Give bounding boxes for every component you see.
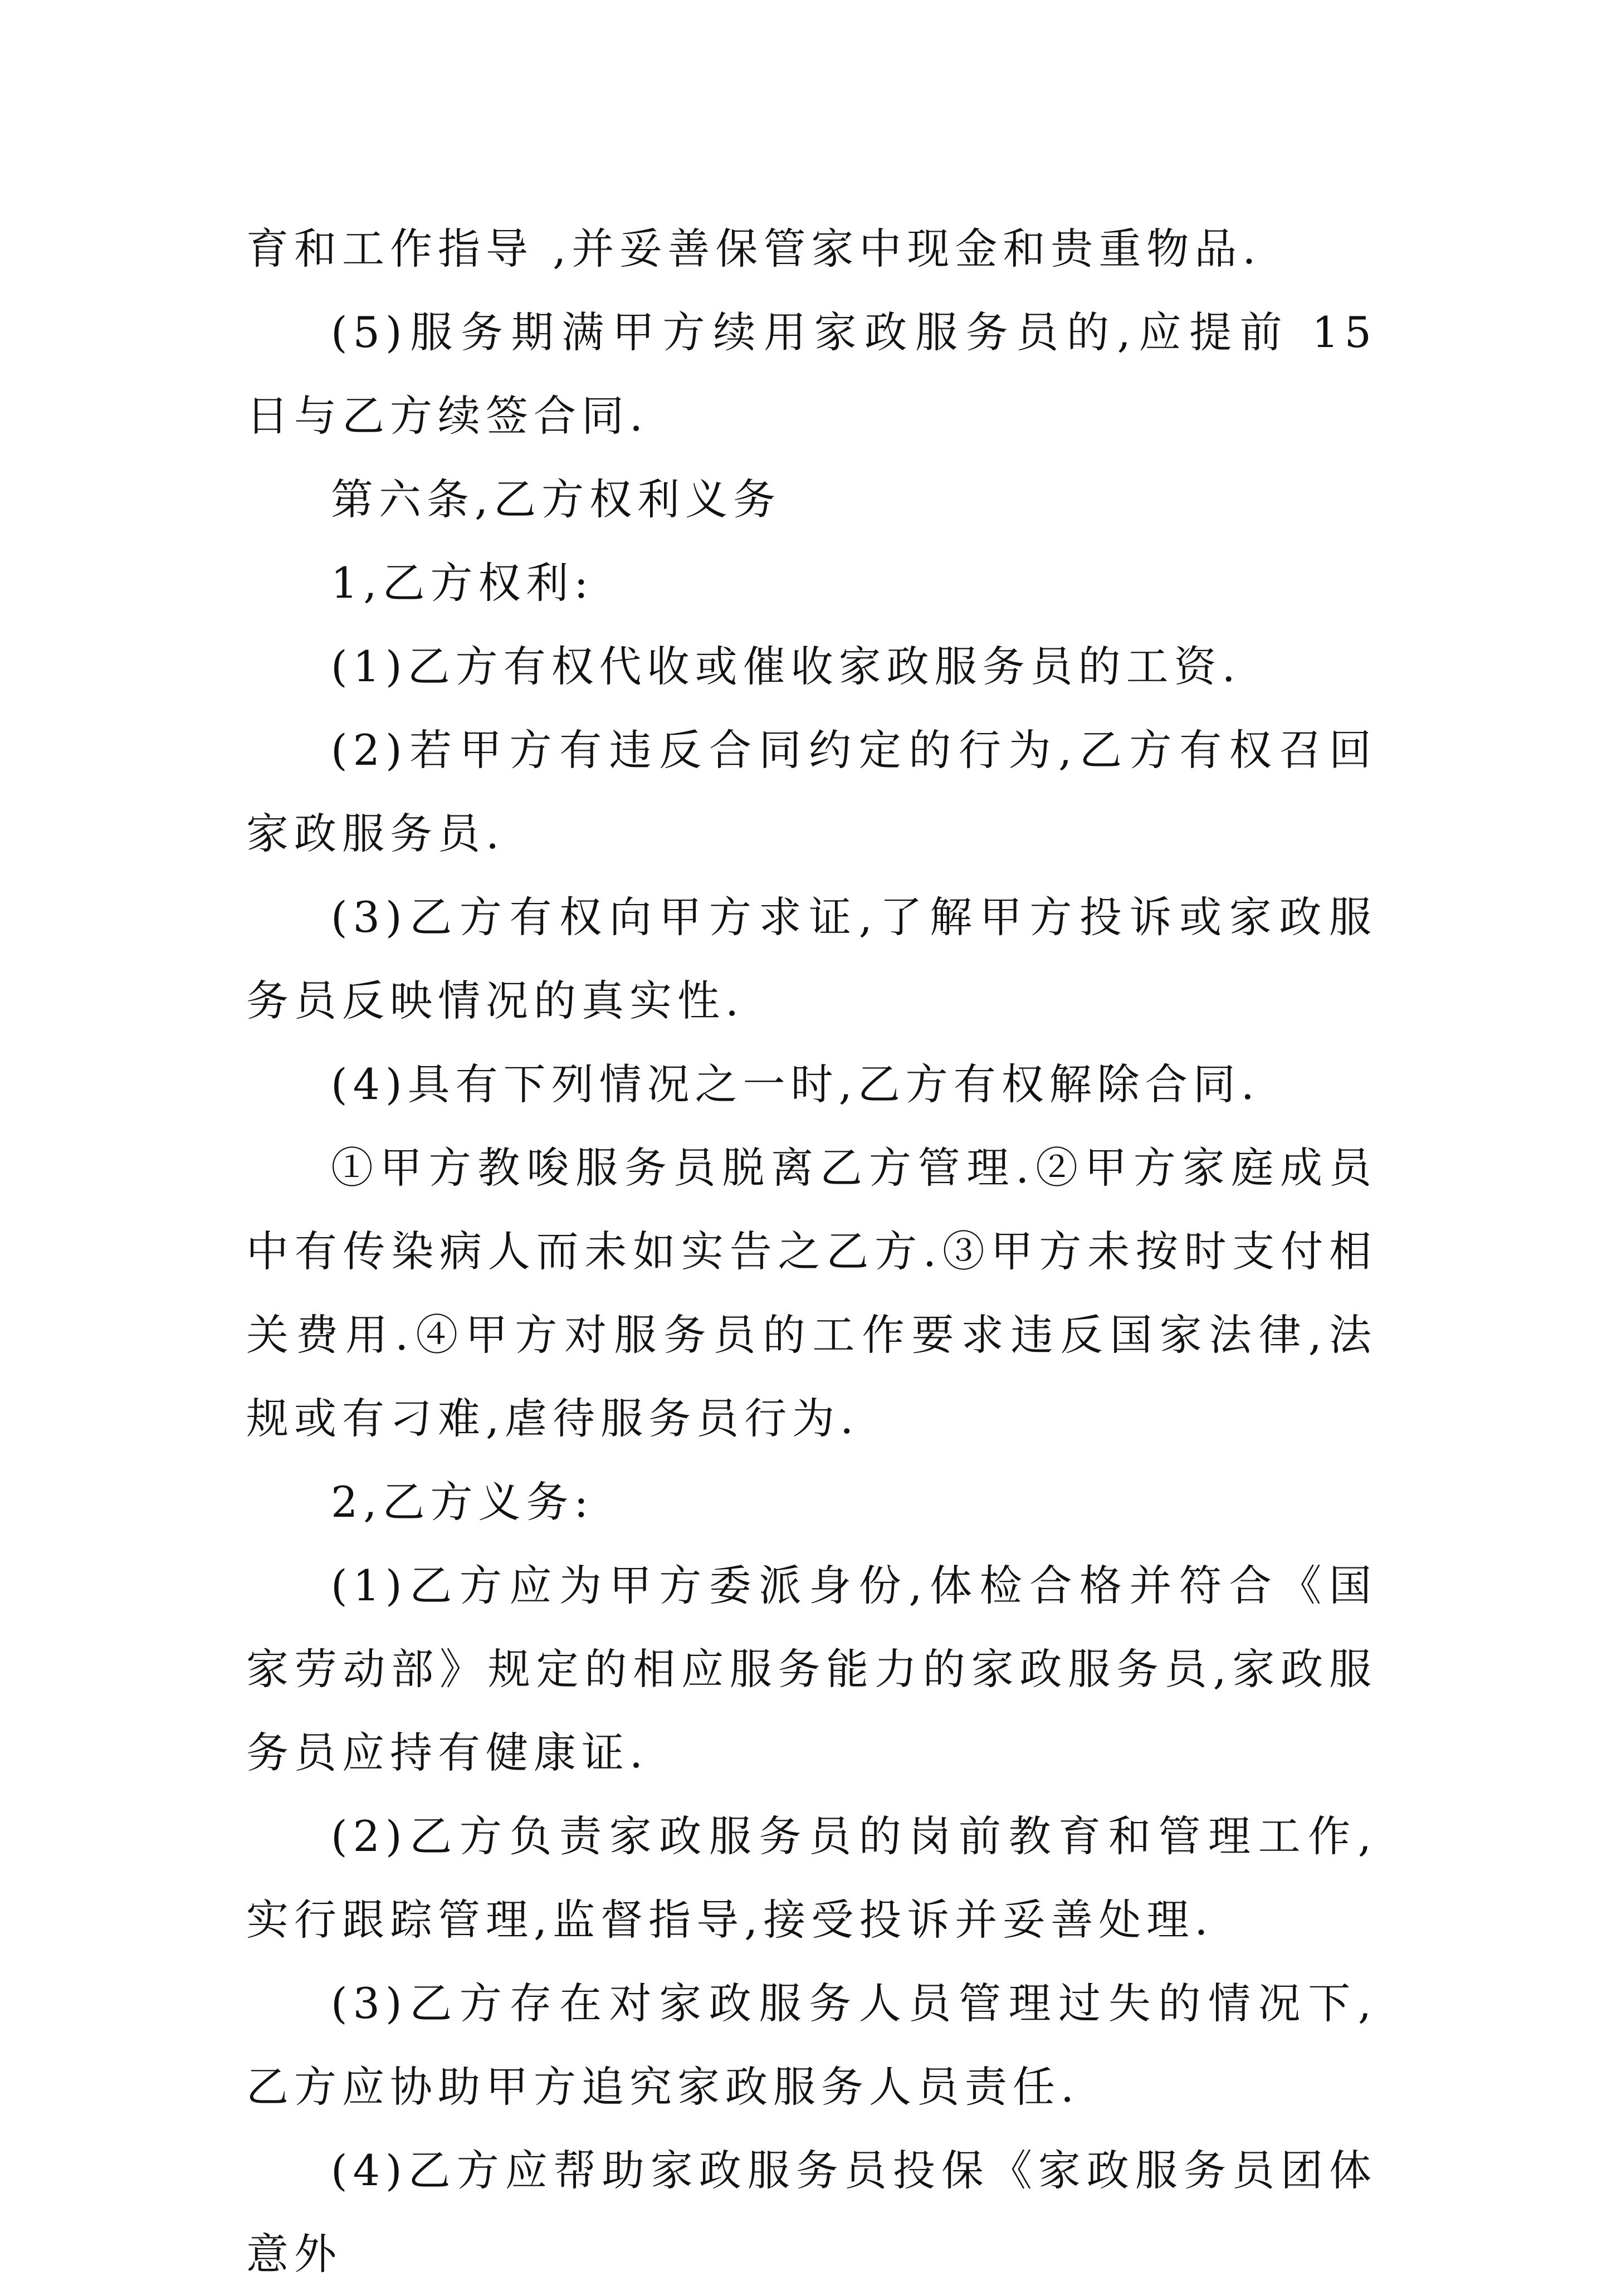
obligations-item-3: (3)乙方存在对家政服务人员管理过失的情况下,乙方应协助甲方追究家政服务人员责任. [246, 1979, 1377, 2112]
rights-item-1: (1)乙方有权代收或催收家政服务员的工资. [331, 642, 1241, 691]
termination-conditions: ①甲方教唆服务员脱离乙方管理.②甲方家庭成员中有传染病人而未如实告之乙方.③甲方未按时支付相关费用.④甲方对服务员的工作要求违反国家法律,法规或有刁难,虐待服务员行为. [246, 1143, 1377, 1443]
paragraph-2: (5)服务期满甲方续用家政服务员的,应提前 15 日与乙方续签合同. [246, 307, 1377, 441]
rights-item-2: (2)若甲方有违反合同约定的行为,乙方有权召回家政服务员. [246, 725, 1377, 858]
rights-item-3: (3)乙方有权向甲方求证,了解甲方投诉或家政服务员反映情况的真实性. [246, 892, 1377, 1025]
paragraph-1: 育和工作指导 ,并妥善保管家中现金和贵重物品. [246, 224, 1262, 273]
obligations-item-4: (4)乙方应帮助家政服务员投保《家政服务员团体意外 [246, 2146, 1377, 2279]
obligations-item-1: (1)乙方应为甲方委派身份,体检合格并符合《国家劳动部》规定的相应服务能力的家政服务员,家政服务员应持有健康证. [246, 1561, 1377, 1777]
rights-item-4: (4)具有下列情况之一时,乙方有权解除合同. [331, 1059, 1260, 1109]
subsection-heading-rights: 1,乙方权利: [331, 558, 594, 608]
obligations-item-2: (2)乙方负责家政服务员的岗前教育和管理工作,实行跟踪管理,监督指导,接受投诉并妥善处理. [246, 1811, 1377, 1945]
subsection-heading-obligations: 2,乙方义务: [331, 1477, 594, 1527]
document-body [246, 207, 1377, 2296]
section-heading: 第六条,乙方权利义务 [331, 475, 781, 524]
